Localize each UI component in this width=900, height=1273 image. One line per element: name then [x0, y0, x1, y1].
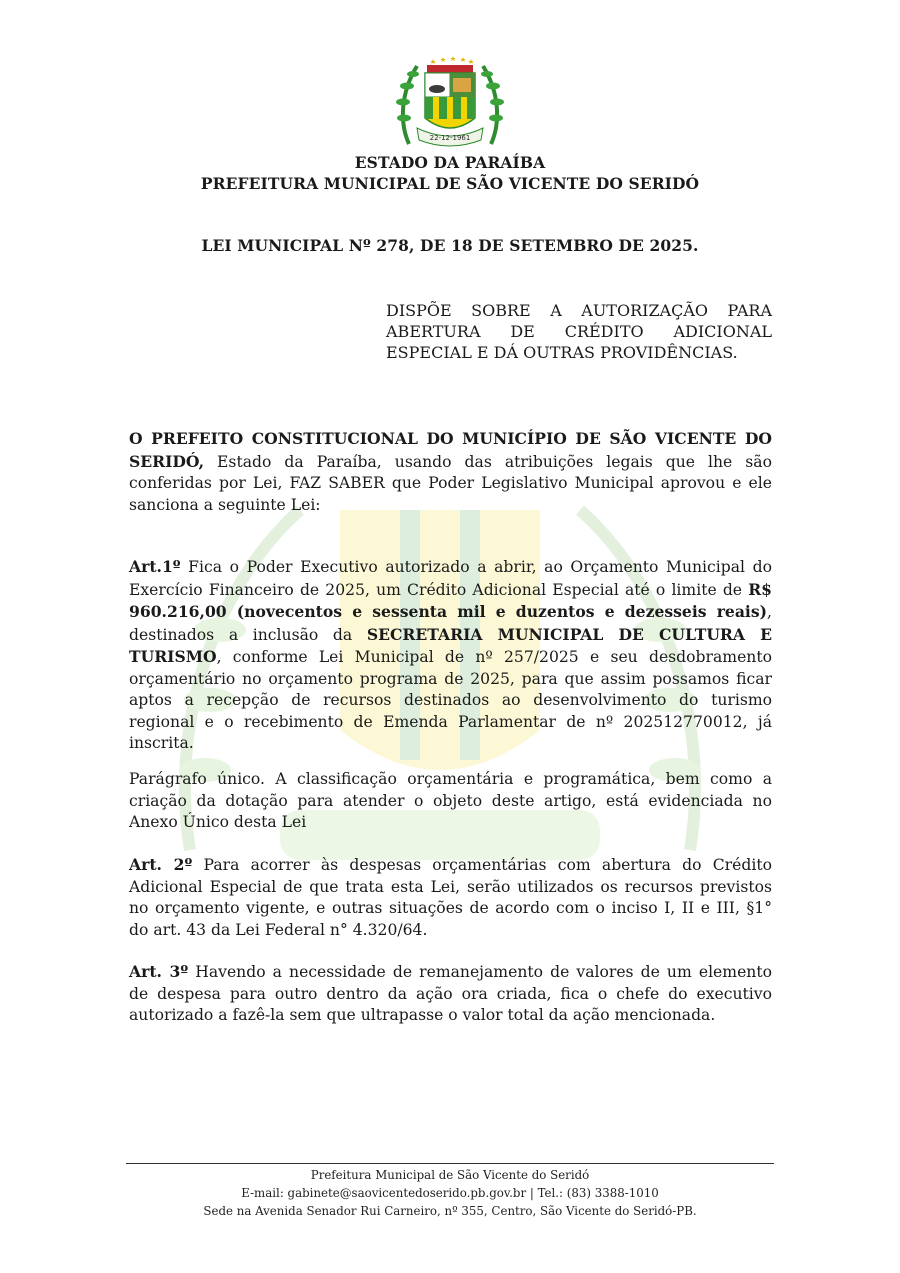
- summary-line: ESPECIAL E DÁ OUTRAS PROVIDÊNCIAS.: [386, 343, 738, 362]
- article-2-text: Para acorrer às despesas orçamentárias com abertura do Crédito Adicional Especial de que trata esta Lei, serão utilizados os recursos previstos no orçamento vigente, e outras situações de acordo com o inciso I, II e III, §1° do art. 43 da Lei Federal n° 4.320/64.: [129, 856, 772, 939]
- article-1-label: Art.1º: [129, 557, 181, 576]
- article-1-text: , destinados a inclusão da: [129, 603, 772, 644]
- footer-prefeitura: Prefeitura Municipal de São Vicente do Seridó: [310, 1168, 590, 1182]
- footer-divider: [126, 1163, 774, 1164]
- article-3-text: Havendo a necessidade de remanejamento de valores de um elemento de despesa para outro dentro da ação ora criada, fica o chefe do executivo autorizado a fazê-la sem que ultrapasse o valor total da ação mencionada.: [129, 963, 772, 1024]
- footer-contact: E-mail: gabinete@saovicentedoserido.pb.gov.br | Tel.: (83) 3388-1010: [241, 1186, 659, 1200]
- article-3-label: Art. 3º: [129, 962, 189, 981]
- article-1-text: , conforme Lei Municipal de nº 257/2025 e seu desdobramento orçamentário no orçamento programa de 2025, para que assim possamos ficar aptos a recepção de recursos destinados ao desenvolvimento do turismo regional e o recebimento de Emenda Parlamentar de nº 202512770012, já inscrita.: [129, 648, 772, 752]
- mayor-title: O PREFEITO CONSTITUCIONAL DO MUNICÍPIO DE SÃO VICENTE DO SERIDÓ,: [129, 429, 772, 471]
- sole-paragraph: Parágrafo único. A classificação orçamentária e programática, bem como a criação da dotação para atender o objeto deste artigo, está evidenciada no Anexo Único desta Lei: [129, 770, 772, 831]
- summary-line: DISPÕE SOBRE A AUTORIZAÇÃO PARA: [386, 301, 772, 320]
- summary-line: ABERTURA DE CRÉDITO ADICIONAL: [386, 322, 772, 341]
- municipal-coat-of-arms-image: [395, 52, 505, 152]
- article-1-text: Fica o Poder Executivo autorizado a abrir, ao Orçamento Municipal do Exercício Financeiro de 2025, um Crédito Adicional Especial até o limite de: [129, 558, 772, 599]
- article-1: [129, 556, 772, 755]
- article-3: [129, 961, 772, 1027]
- preamble-text: Estado da Paraíba, usando das atribuições legais que lhe são conferidas por Lei, FAZ SABER que Poder Legislativo Municipal aprovou e ele sanciona a seguinte Lei:: [129, 452, 772, 514]
- credit-amount: R$ 960.216,00 (novecentos e sessenta mil e duzentos e dezesseis reais): [129, 579, 772, 621]
- prefeitura-heading: PREFEITURA MUNICIPAL DE SÃO VICENTE DO SERIDÓ: [200, 174, 700, 193]
- article-2: [129, 854, 772, 941]
- state-heading: ESTADO DA PARAÍBA: [354, 153, 546, 172]
- preamble-paragraph: [129, 428, 772, 516]
- crest-date: 22-12-1961: [429, 134, 471, 142]
- law-title: LEI MUNICIPAL Nº 278, DE 18 DE SETEMBRO DE 2025.: [201, 236, 699, 255]
- law-summary: [386, 300, 772, 363]
- footer-address: Sede na Avenida Senador Rui Carneiro, nº 355, Centro, São Vicente do Seridó-PB.: [203, 1204, 697, 1218]
- article-2-label: Art. 2º: [129, 855, 193, 874]
- secretaria-name: SECRETARIA MUNICIPAL DE CULTURA E TURISMO: [129, 624, 772, 666]
